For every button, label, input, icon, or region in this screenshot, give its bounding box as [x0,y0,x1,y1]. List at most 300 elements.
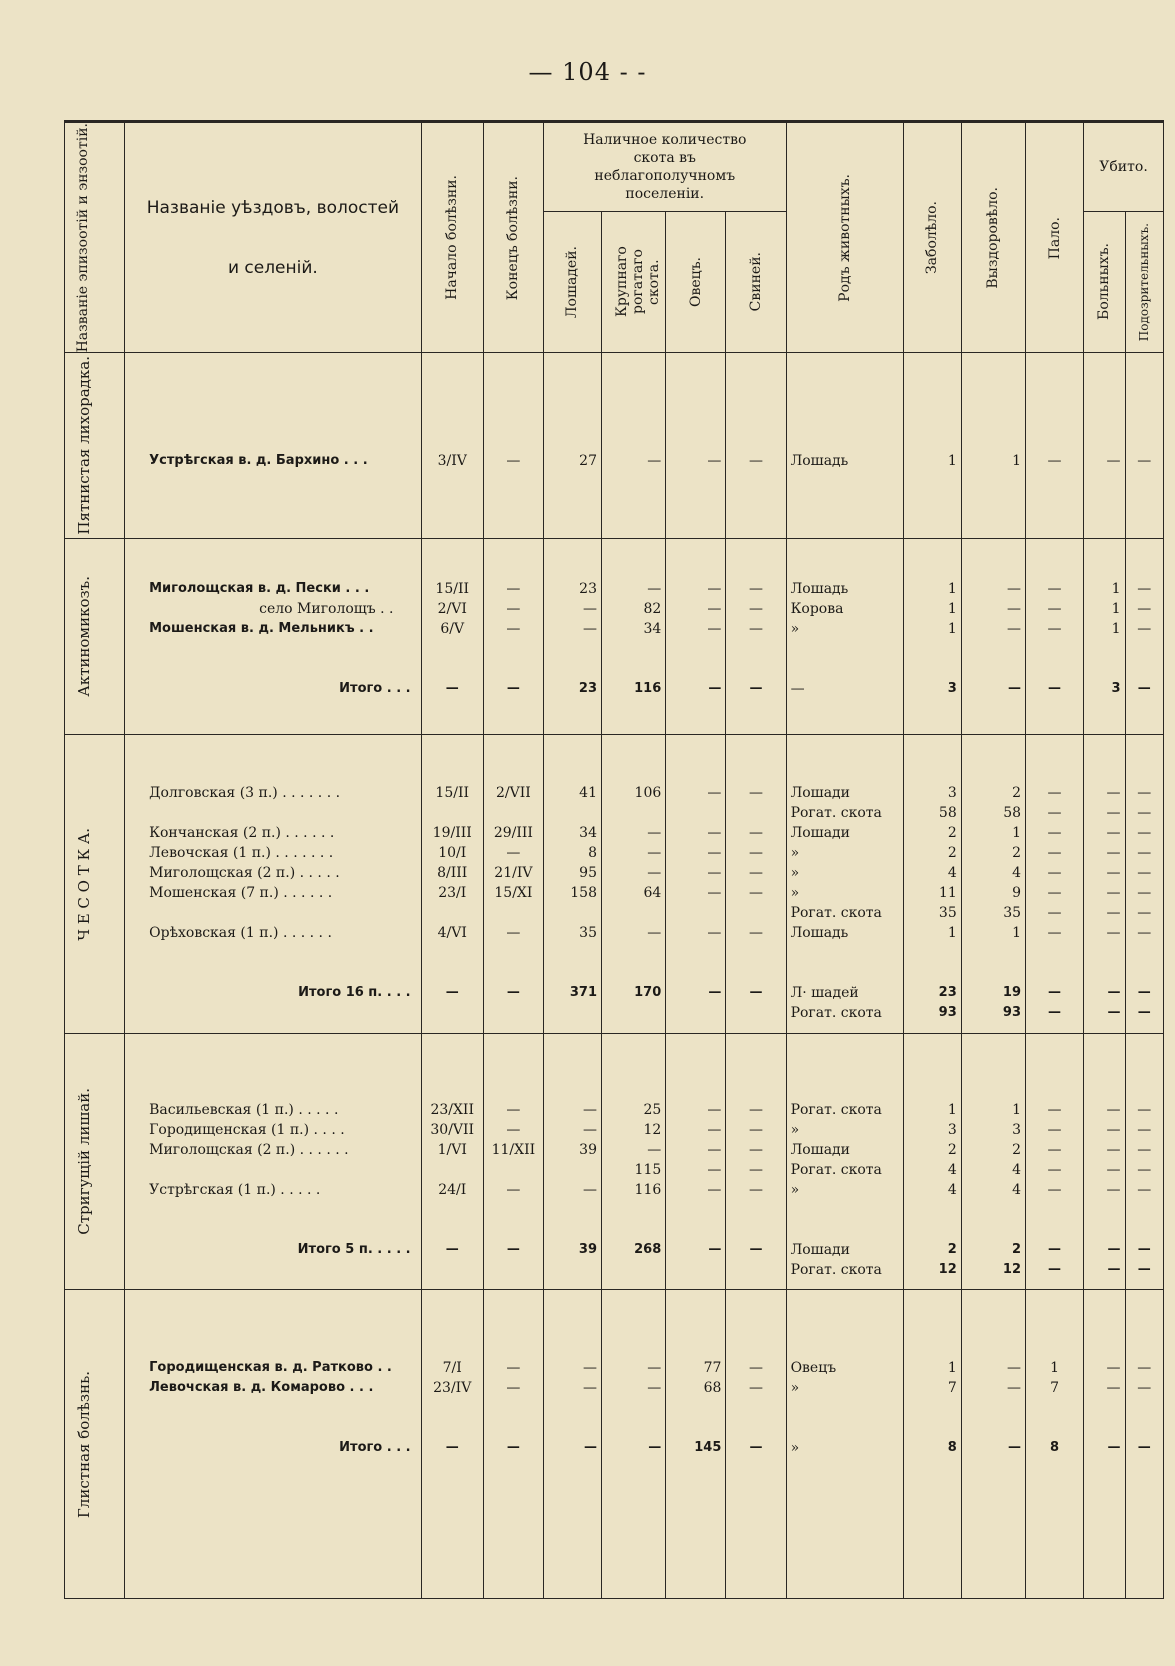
total-died: — [1048,680,1062,696]
cell-ill: 1 [947,620,957,637]
col-pigs [726,538,786,734]
cell-rec: — [1007,600,1022,617]
col-kind [786,353,903,538]
place-name: Левочская (1 п.) . . . . . . . [149,844,334,861]
cell-sick: — [1106,1359,1121,1376]
cell-died: — [1047,784,1062,801]
cell-susp: — [1137,453,1152,470]
cell-start [426,803,479,823]
total-start: — [445,984,459,1000]
cell-ill: 7 [947,1379,957,1396]
header-sick: Больныхъ. [1084,211,1125,353]
place-name: Орѣховская (1 п.) . . . . . . [149,924,332,941]
cell-kind: » [790,1181,800,1198]
total-sheep [670,1003,721,1023]
place-name: Устрѣгская (1 п.) . . . . . [149,1181,321,1198]
cell-sheep [670,803,721,823]
cell-kind: » [790,1121,800,1138]
cell-sheep: — [707,784,722,801]
cell-died: — [1047,1181,1062,1198]
cell-pigs: — [748,600,763,617]
cell-horses: 95 [579,864,597,881]
cell-susp: — [1137,600,1152,617]
cell-horses [548,1160,597,1180]
cell-susp: — [1137,784,1152,801]
col-rec [961,1289,1025,1599]
total-died: — [1048,1261,1062,1277]
col-ill [903,353,961,538]
cell-cattle: — [647,844,662,861]
col-end [483,734,543,1033]
disease-name: Глистная болѣзнь. [65,1289,125,1599]
col-start [421,1289,483,1599]
cell-ill: 1 [947,924,957,941]
col-horses [543,1289,601,1599]
total-start: — [445,1241,459,1257]
total-end [488,1003,539,1023]
cell-start: 7/I [442,1359,462,1376]
total-sheep: — [708,680,722,696]
total-kind: Л· шадей [790,984,859,1001]
col-kind [786,538,903,734]
cell-horses: 8 [588,844,597,861]
cell-died: — [1047,884,1062,901]
total-pigs: — [749,680,763,696]
cell-rec: 3 [1012,1121,1022,1138]
cell-cattle: 12 [643,1121,662,1138]
cell-rec: 2 [1012,844,1022,861]
cell-died: — [1047,1101,1062,1118]
cell-sick: 1 [1111,580,1121,597]
cell-sick: — [1106,884,1121,901]
col-sheep [666,1289,726,1599]
cell-start: 6/V [440,620,465,637]
cell-kind: Лошади [790,784,850,801]
total-end: — [506,984,520,1000]
cell-end: — [506,453,521,470]
cell-pigs: — [748,1101,763,1118]
cell-sick: — [1106,1181,1121,1198]
total-end: — [506,680,520,696]
cell-start: 23/I [438,884,467,901]
total-start [426,1260,479,1280]
cell-susp: — [1137,1101,1152,1118]
cell-kind: » [790,1379,800,1396]
col-end [483,353,543,538]
cell-pigs: — [748,864,763,881]
cell-died: 1 [1050,1359,1059,1376]
col-susp [1125,538,1163,734]
cell-horses: — [583,1379,597,1396]
col-died [1026,1289,1084,1599]
header-suspect: Подозрительныхъ. [1125,211,1163,353]
header-start: Начало болѣзни. [421,122,483,353]
total-horses [548,1003,597,1023]
section-row [65,538,1164,734]
cell-cattle [606,803,661,823]
place-name: Миголощская (2 п.) . . . . . . [149,1141,349,1158]
cell-sick: — [1106,1101,1121,1118]
col-pigs [726,1289,786,1599]
cell-rec: 1 [1012,824,1022,841]
cell-susp: — [1137,620,1152,637]
cell-horses: — [583,620,597,637]
col-ill [903,538,961,734]
cell-kind: » [790,844,800,861]
cell-sheep: — [707,1181,722,1198]
cell-sick: — [1106,1121,1121,1138]
place-name: село Миголощъ . . [259,600,394,617]
total-rec: — [1008,680,1022,696]
total-died: — [1048,1004,1062,1020]
total-susp: — [1137,1439,1151,1455]
cell-cattle [606,903,661,923]
total-label [129,1260,417,1280]
cell-died: — [1047,924,1062,941]
col-end [483,1033,543,1289]
cell-rec: 35 [1003,904,1022,921]
cell-ill: 4 [947,864,957,881]
cell-cattle: — [647,1141,662,1158]
total-died: — [1048,984,1062,1000]
total-start [426,1003,479,1023]
disease-name: Пятнистая лихорадка. [65,353,125,538]
total-died: 8 [1050,1439,1060,1455]
cell-pigs: — [748,620,763,637]
cell-died: 7 [1050,1379,1059,1396]
col-ill [903,1289,961,1599]
cell-died: — [1047,904,1062,921]
cell-kind: Рогат. скота [790,904,882,921]
cell-end: — [506,580,521,597]
cell-end: — [506,844,521,861]
header-cattle: Крупнаго рогатаго скота. [602,211,666,353]
cell-start: 2/VI [437,600,467,617]
cell-rec: 2 [1012,1141,1022,1158]
cell-horses: — [583,1359,597,1376]
page-number: — 104 - - [528,58,647,86]
cell-susp: — [1137,1141,1152,1158]
cell-rec: 1 [1012,1101,1022,1118]
cell-sick: — [1106,1161,1121,1178]
total-ill: 8 [947,1439,957,1455]
cell-end: — [506,924,521,941]
cell-start: 23/XII [430,1101,474,1118]
cell-sheep [670,903,721,923]
place-name [129,803,417,823]
cell-sheep: — [707,824,722,841]
cell-end: 15/XI [494,884,533,901]
col-died [1026,1033,1084,1289]
cell-sheep: — [707,453,722,470]
cell-rec: 9 [1012,884,1022,901]
total-horses [548,1260,597,1280]
col-rec [961,1033,1025,1289]
cell-start: 23/IV [433,1379,472,1396]
col-ill [903,1033,961,1289]
total-cattle: 268 [634,1241,662,1257]
total-susp: — [1137,1004,1151,1020]
total-ill: 12 [938,1261,957,1277]
table-body [65,353,1164,1599]
cell-horses: — [583,1121,597,1138]
cell-pigs: — [748,824,763,841]
cell-end: 11/XII [491,1141,536,1158]
cell-ill: 1 [947,1359,957,1376]
cell-sick: — [1106,784,1121,801]
cell-sheep: — [707,924,722,941]
cell-sheep: 77 [703,1359,722,1376]
cell-cattle: 64 [643,884,662,901]
col-horses [543,734,601,1033]
cell-sick: — [1106,844,1121,861]
cell-end: — [506,1101,521,1118]
total-kind: Рогат. скота [790,1004,882,1021]
total-ill: 2 [947,1241,957,1257]
disease-name: Актиномикозъ. [65,538,125,734]
cell-died: — [1047,844,1062,861]
cell-sheep: — [707,1121,722,1138]
total-susp: — [1137,1241,1151,1257]
cell-susp: — [1137,1359,1152,1376]
cell-kind: Лошадь [790,453,849,470]
cell-susp: — [1137,824,1152,841]
col-cattle [602,734,666,1033]
cell-died: — [1047,453,1062,470]
cell-horses [548,903,597,923]
cell-sheep: — [707,620,722,637]
total-end [488,1260,539,1280]
col-sick [1084,734,1125,1033]
cell-sheep: — [707,884,722,901]
total-cattle [606,1003,661,1023]
cell-pigs: — [748,1161,763,1178]
col-susp [1125,1289,1163,1599]
place-name: Городищенская (1 п.) . . . . [149,1121,345,1138]
total-kind: Лошади [790,1241,850,1258]
cell-sick: — [1106,904,1121,921]
place-column [125,1033,422,1289]
cell-horses: 35 [579,924,597,941]
cell-kind: Рогат. скота [790,1101,882,1118]
col-susp [1125,353,1163,538]
total-pigs: — [749,984,763,1000]
place-name [129,903,417,923]
cell-rec: 2 [1012,784,1022,801]
cell-pigs: — [748,1141,763,1158]
cell-died: — [1047,580,1062,597]
cell-pigs: — [748,1121,763,1138]
total-sheep: — [708,1241,722,1257]
section-row [65,1289,1164,1599]
cell-kind: » [790,620,800,637]
place-column [125,538,422,734]
cell-end: — [506,1379,521,1396]
cell-end: 21/IV [494,864,533,881]
total-cattle: 170 [634,984,662,1000]
header-sheep: Овецъ. [666,211,726,353]
total-label: Итого 5 п. . . . . [297,1241,411,1257]
cell-pigs: — [748,924,763,941]
total-sick: — [1107,1241,1121,1257]
cell-ill: 35 [938,904,957,921]
col-cattle [602,353,666,538]
cell-kind: Корова [790,600,844,617]
cell-pigs: — [748,1379,763,1396]
cell-rec: 4 [1012,1181,1022,1198]
place-name [129,1160,417,1180]
cell-sheep: — [707,864,722,881]
total-end: — [506,1241,520,1257]
cell-end: — [506,1359,521,1376]
total-start: — [445,1439,459,1455]
cell-horses: 27 [579,453,597,470]
cell-susp: — [1137,884,1152,901]
cell-start: 4/VI [437,924,467,941]
cell-start: 30/VII [430,1121,475,1138]
cell-sick: — [1106,804,1121,821]
col-start [421,353,483,538]
cell-end [488,1160,539,1180]
cell-cattle: 34 [643,620,662,637]
cell-susp: — [1137,1379,1152,1396]
col-kind [786,1033,903,1289]
place-name: Городищенская в. д. Ратково . . [149,1359,392,1375]
total-horses: 371 [569,984,597,1000]
cell-sheep: 68 [703,1379,722,1396]
cell-ill: 11 [938,884,957,901]
header-place: Названіе уѣздовъ, волостей и селеній. [125,122,422,353]
col-horses [543,1033,601,1289]
header-recovered: Выздоровѣло. [961,122,1025,353]
total-cattle: 116 [634,680,662,696]
cell-pigs [730,803,781,823]
cell-died: — [1047,824,1062,841]
total-pigs: — [749,1439,763,1455]
total-pigs [730,1260,781,1280]
cell-rec: — [1007,1379,1022,1396]
cell-pigs: — [748,784,763,801]
cell-ill: 4 [947,1181,957,1198]
cell-ill: 4 [947,1161,957,1178]
cell-horses: 158 [570,884,597,901]
col-start [421,734,483,1033]
cell-sick: — [1106,824,1121,841]
total-label: Итого 16 п. . . . [298,984,411,1000]
cell-sick: 1 [1111,600,1121,617]
col-pigs [726,734,786,1033]
cell-kind: Рогат. скота [790,1161,882,1178]
total-horses: 23 [578,680,597,696]
cell-cattle: 82 [643,600,662,617]
cell-kind: Лошадь [790,580,849,597]
place-name: Мошенская в. д. Мельникъ . . [149,620,374,636]
cell-rec: — [1007,620,1022,637]
cell-died: — [1047,600,1062,617]
cell-start: 8/III [437,864,468,881]
cell-end: 29/III [493,824,533,841]
total-horses: — [584,1439,597,1455]
total-sheep [670,1260,721,1280]
cell-rec: — [1007,580,1022,597]
col-susp [1125,734,1163,1033]
cell-ill: 2 [947,824,957,841]
cell-died: — [1047,620,1062,637]
cell-sheep: — [707,580,722,597]
header-fell-ill: Заболѣло. [903,122,961,353]
cell-susp: — [1137,1161,1152,1178]
place-column [125,734,422,1033]
total-rec: — [1008,1439,1022,1455]
cell-cattle: — [647,824,662,841]
cell-pigs: — [748,884,763,901]
col-susp [1125,1033,1163,1289]
total-horses: 39 [578,1241,597,1257]
cell-start: 15/II [435,580,470,597]
header-died: Пало. [1026,122,1084,353]
cell-start: 19/III [432,824,472,841]
cell-kind: Лошади [790,1141,850,1158]
place-name: Васильевская (1 п.) . . . . . [149,1101,339,1118]
cell-sheep: — [707,844,722,861]
cell-cattle: — [647,453,662,470]
cell-rec: 4 [1012,864,1022,881]
place-name: Миголощская в. д. Пески . . . [149,580,370,596]
total-susp: — [1137,1261,1151,1277]
col-end [483,1289,543,1599]
cell-ill: 1 [947,580,957,597]
cell-pigs: — [748,844,763,861]
place-name: Левочская в. д. Комарово . . . [149,1379,374,1395]
header-kind: Родъ животныхъ. [786,122,903,353]
place-name: Мошенская (7 п.) . . . . . . [149,884,333,901]
cell-ill: 2 [947,844,957,861]
cell-sick: — [1106,924,1121,941]
cell-sheep: — [707,1141,722,1158]
header-disease: Названіе эпизоотій и энзоотій. [65,122,125,353]
section-row [65,1033,1164,1289]
cell-rec: 4 [1012,1161,1022,1178]
cell-kind: Рогат. скота [790,804,882,821]
total-ill: 23 [938,984,957,1000]
cell-pigs: — [748,580,763,597]
total-rec: 93 [1002,1004,1022,1020]
cell-kind: Лошади [790,824,850,841]
cell-horses: 39 [579,1141,597,1158]
cell-start: 1/VI [437,1141,467,1158]
total-kind: » [790,1439,800,1456]
col-ill [903,734,961,1033]
total-ill: 3 [947,680,957,696]
cell-rec: 1 [1012,924,1022,941]
cell-sick: — [1106,1141,1121,1158]
cell-pigs: — [748,1181,763,1198]
place-name: Долговская (3 п.) . . . . . . . [149,784,341,801]
place-name: Устрѣгская в. д. Бархино . . . [149,453,368,469]
cell-sick: — [1106,453,1121,470]
cell-start: 15/II [435,784,470,801]
total-sick: — [1107,984,1121,1000]
cell-ill: 1 [947,453,957,470]
cell-ill: 1 [947,600,957,617]
cell-end [488,903,539,923]
header-end: Конецъ болѣзни. [483,122,543,353]
cell-susp: — [1137,1181,1152,1198]
col-sick [1084,1289,1125,1599]
cell-susp: — [1137,804,1152,821]
cell-horses [548,803,597,823]
total-label [129,1003,417,1023]
